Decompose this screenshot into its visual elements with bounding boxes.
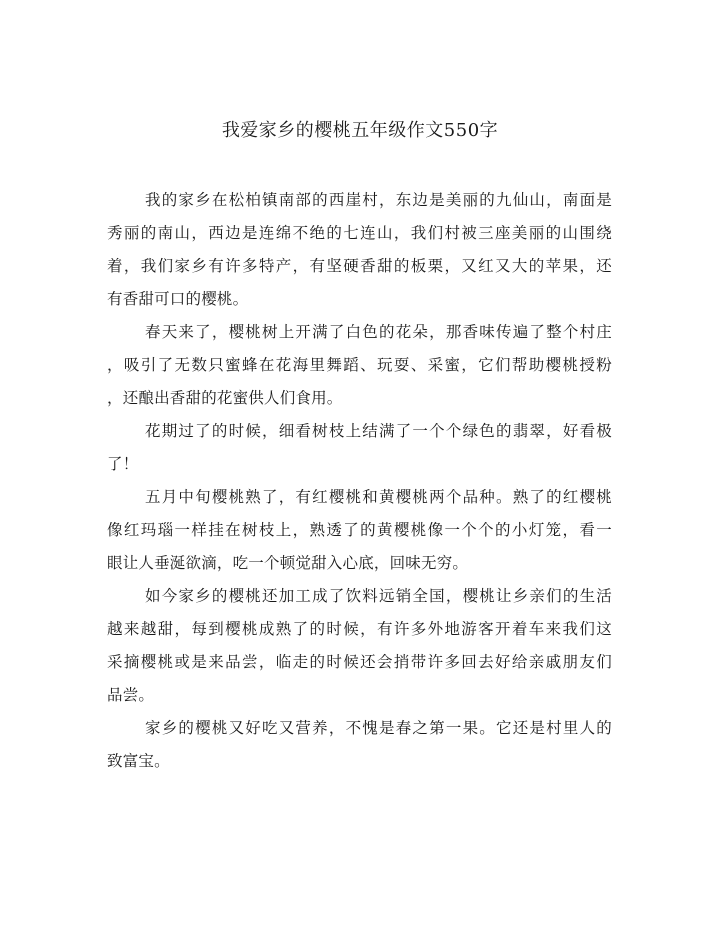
paragraph-line: 眼让人垂涎欲滴，吃一个顿觉甜入心底，回味无穷。 xyxy=(107,554,469,572)
paragraph-line: 采摘樱桃或是来品尝，临走的时候还会捎带许多回去好给亲戚朋友们 xyxy=(107,653,612,671)
document-title: 我爱家乡的樱桃五年级作文550字 xyxy=(221,120,499,141)
paragraph-line: 花期过了的时候，细看树枝上结满了一个个绿色的翡翠，好看极 xyxy=(145,422,612,440)
paragraph-line: 着，我们家乡有许多特产，有坚硬香甜的板栗，又红又大的苹果，还 xyxy=(107,257,612,275)
paragraph-line: 像红玛瑙一样挂在树枝上，熟透了的黄樱桃像一个个的小灯笼，看一 xyxy=(107,521,612,539)
paragraph-line: ，还酿出香甜的花蜜供人们食用。 xyxy=(107,389,343,407)
paragraph-5 xyxy=(107,580,612,712)
paragraph-3 xyxy=(107,415,612,481)
paragraph-2 xyxy=(107,316,612,415)
paragraph-line: 五月中旬樱桃熟了，有红樱桃和黄樱桃两个品种。熟了的红樱桃 xyxy=(145,488,612,506)
document-body xyxy=(107,184,612,778)
paragraph-line: 品尝。 xyxy=(107,686,155,704)
paragraph-line: 越来越甜，每到樱桃成熟了的时候，有许多外地游客开着车来我们这 xyxy=(107,620,612,638)
paragraph-line: 我的家乡在松柏镇南部的西崖村，东边是美丽的九仙山，南面是 xyxy=(145,191,612,209)
paragraph-4 xyxy=(107,481,612,580)
paragraph-line: 秀丽的南山，西边是连绵不绝的七连山，我们村被三座美丽的山围绕 xyxy=(107,224,612,242)
paragraph-line: 了！ xyxy=(107,455,139,473)
paragraph-line: 致富宝。 xyxy=(107,752,170,770)
paragraph-line: 有香甜可口的樱桃。 xyxy=(107,290,249,308)
paragraph-line: 如今家乡的樱桃还加工成了饮料远销全国，樱桃让乡亲们的生活 xyxy=(145,587,612,605)
paragraph-line: 家乡的樱桃又好吃又营养，不愧是春之第一果。它还是村里人的 xyxy=(145,719,612,737)
paragraph-line: ，吸引了无数只蜜蜂在花海里舞蹈、玩耍、采蜜，它们帮助樱桃授粉 xyxy=(107,356,612,374)
paragraph-1 xyxy=(107,184,612,316)
paragraph-line: 春天来了，樱桃树上开满了白色的花朵，那香味传遍了整个村庄 xyxy=(145,323,612,341)
paragraph-6 xyxy=(107,712,612,778)
